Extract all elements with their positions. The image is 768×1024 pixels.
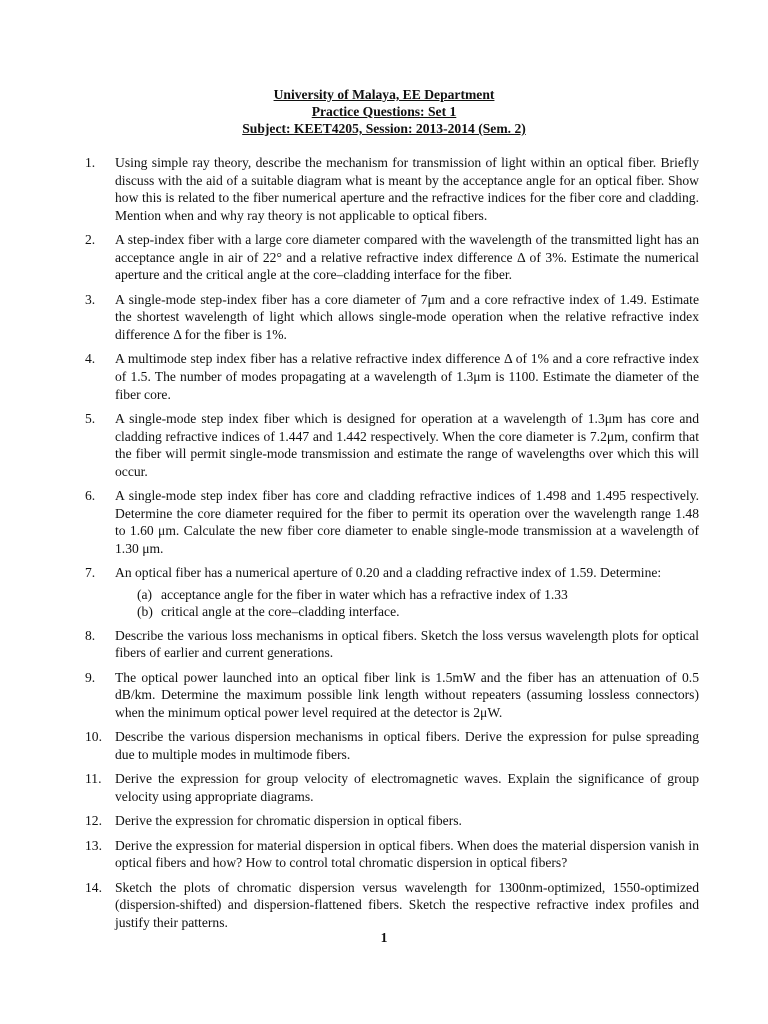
university-title: University of Malaya, EE Department <box>273 87 495 102</box>
question-body: A single-mode step-index fiber has a core diameter of 7μm and a core refractive index of 1.49. Estimate the shortest wavelength of light which allows single-mode operation when the relative refractive index difference Δ for the fiber is 1%. <box>115 291 699 342</box>
question-body: The optical power launched into an optical fiber link is 1.5mW and the fiber has an attenuation of 0.5 dB/km. Determine the maximum possible link length without repeaters (assuming lossless connectors) when the minimum optical power level required at the detector is 2μW. <box>115 669 699 720</box>
question-item <box>85 154 699 224</box>
question-body: Derive the expression for chromatic dispersion in optical fibers. <box>115 813 462 829</box>
sub-question-item <box>115 603 699 620</box>
sub-question-label: (a) <box>137 586 153 602</box>
question-text <box>115 770 699 805</box>
practice-set-title: Practice Questions: Set 1 <box>311 104 457 119</box>
question-item <box>85 669 699 722</box>
question-number: 4. <box>85 351 96 367</box>
question-body: A multimode step index fiber has a relative refractive index difference Δ of 1% and a core refractive index of 1.5. The number of modes propagating at a wavelength of 1.3μm is 1100. Estimate the diameter of the fiber core. <box>115 351 699 402</box>
question-body: Describe the various dispersion mechanisms in optical fibers. Derive the expression for pulse spreading due to multiple modes in multimode fibers. <box>115 729 699 762</box>
question-body: An optical fiber has a numerical aperture of 0.20 and a cladding refractive index of 1.59. Determine: <box>115 565 662 581</box>
question-number: 5. <box>85 410 96 426</box>
question-item <box>85 487 699 557</box>
question-item <box>85 627 699 662</box>
question-item <box>85 291 699 344</box>
question-text <box>115 564 699 620</box>
question-text <box>115 291 699 344</box>
question-body: A single-mode step index fiber has core and cladding refractive indices of 1.498 and 1.495 respectively. Determine the core diameter required for the fiber to permit its operation over the wavelength range 1.48 to 1.60 μm. Calculate the new fiber core diameter to enable single-mode transmission at a wavelength of 1.30 μm. <box>115 488 699 556</box>
question-text <box>115 154 699 224</box>
question-text <box>115 669 699 722</box>
question-item <box>85 837 699 872</box>
question-text <box>115 728 699 763</box>
question-text <box>115 487 699 557</box>
question-number: 3. <box>85 291 96 307</box>
question-text <box>115 879 699 932</box>
sub-question-list <box>115 586 699 620</box>
question-item <box>85 812 699 830</box>
question-item <box>85 879 699 932</box>
question-body: Sketch the plots of chromatic dispersion versus wavelength for 1300nm-optimized, 1550-optimized (dispersion-shifted) and dispersion-flattened fibers. Sketch the respective refractive index profiles and justify their patterns. <box>115 879 699 930</box>
sub-question-label: (b) <box>137 603 153 619</box>
sub-question-item <box>115 586 699 603</box>
question-list <box>85 154 699 938</box>
question-item <box>85 350 699 403</box>
question-number: 14. <box>85 879 102 895</box>
question-body: Describe the various loss mechanisms in optical fibers. Sketch the loss versus wavelength plots for optical fibers of earlier and current generations. <box>115 627 699 661</box>
question-text <box>115 812 699 830</box>
document-header <box>0 86 768 137</box>
question-body: Using simple ray theory, describe the mechanism for transmission of light within an optical fiber. Briefly discuss with the aid of a suitable diagram what is meant by the acceptance angle for an optical fiber. Show how this is related to the fiber numerical aperture and the refractive indices for the fiber core and cladding. Mention when and why ray theory is not applicable to optical fibers. <box>115 155 699 223</box>
sub-question-text: acceptance angle for the fiber in water which has a refractive index of 1.33 <box>161 586 568 602</box>
question-text <box>115 410 699 480</box>
question-number: 9. <box>85 669 96 685</box>
page-number: 1 <box>380 930 388 945</box>
question-text <box>115 231 699 284</box>
question-number: 11. <box>85 771 102 787</box>
question-number: 2. <box>85 232 96 248</box>
sub-question-text: critical angle at the core–cladding interface. <box>161 603 400 619</box>
question-number: 8. <box>85 627 96 643</box>
question-body: A single-mode step index fiber which is designed for operation at a wavelength of 1.3μm has core and cladding refractive indices of 1.447 and 1.442 respectively. When the core diameter is 7.2μm, confirm that the fiber will permit single-mode transmission and estimate the range of wavelengths over which this will occur. <box>115 410 699 479</box>
question-item <box>85 564 699 620</box>
question-body: Derive the expression for group velocity of electromagnetic waves. Explain the significance of group velocity using appropriate diagrams. <box>115 771 699 804</box>
question-text <box>115 627 699 662</box>
question-text <box>115 350 699 403</box>
question-number: 12. <box>85 813 102 829</box>
question-number: 1. <box>85 155 96 170</box>
question-number: 13. <box>85 837 102 853</box>
question-body: Derive the expression for material dispersion in optical fibers. When does the material dispersion vanish in optical fibers and how? How to control total chromatic dispersion in optical fibers? <box>115 837 699 871</box>
question-number: 6. <box>85 488 96 504</box>
question-body: A step-index fiber with a large core diameter compared with the wavelength of the transmitted light has an acceptance angle in air of 22° and a relative refractive index difference Δ of 3%. Estimate the numerical aperture and the critical angle at the core–cladding interface for the fiber. <box>115 232 699 283</box>
question-number: 10. <box>85 729 102 745</box>
question-item <box>85 728 699 763</box>
question-item <box>85 770 699 805</box>
question-item <box>85 410 699 480</box>
question-item <box>85 231 699 284</box>
question-text <box>115 837 699 872</box>
subject-session-title: Subject: KEET4205, Session: 2013-2014 (Sem. 2) <box>242 121 526 136</box>
question-number: 7. <box>85 565 96 581</box>
